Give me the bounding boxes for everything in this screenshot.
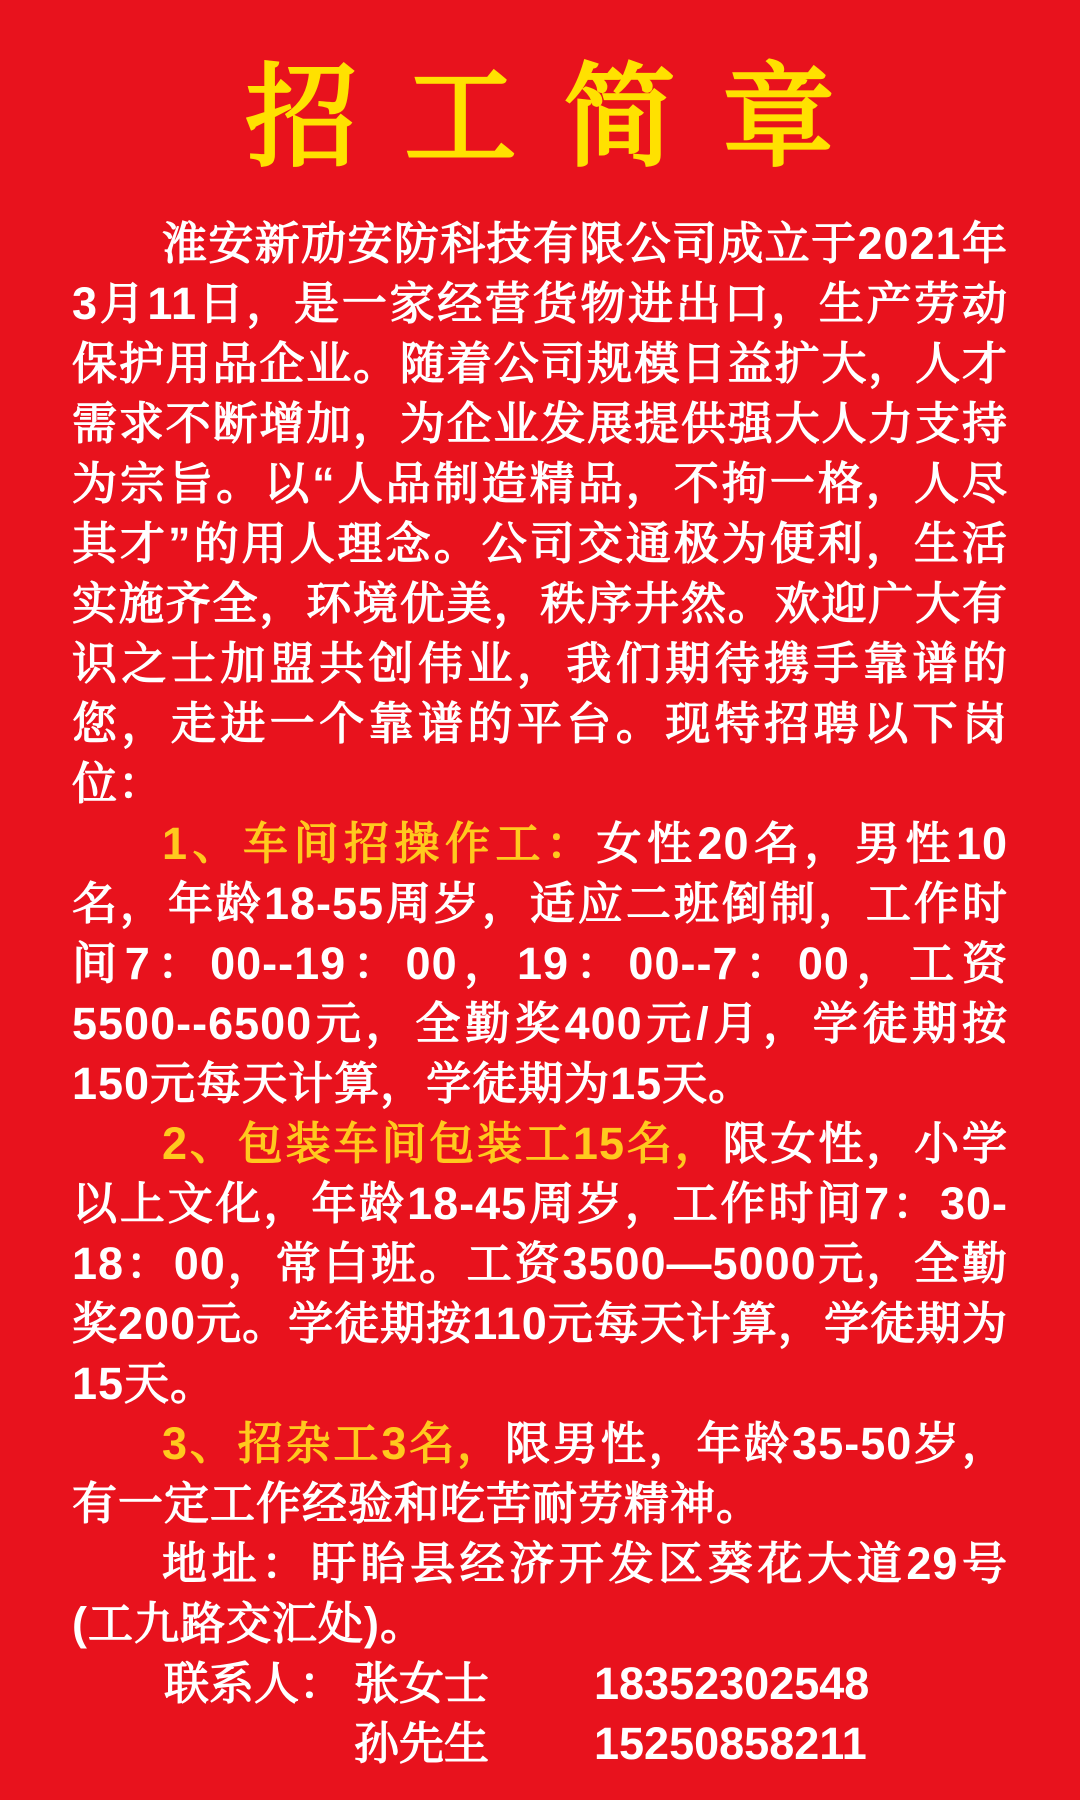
job-1-details: 女性20名，男性10名，年龄18-55周岁，适应二班倒制，工作时间7：00--19：00，19：00--7：00，工资5500--6500元，全勤奖400元/月，学徒期按150元每天计算，学徒期为15天。 <box>72 818 1008 1109</box>
job-3-details: 限男性，年龄35-50岁，有一定工作经验和吃苦耐劳精神。 <box>72 1418 1008 1529</box>
intro-paragraph: 淮安新劢安防科技有限公司成立于2021年3月11日，是一家经营货物进出口，生产劳动保护用品企业。随着公司规模日益扩大，人才需求不断增加，为企业发展提供强大人力支持为宗旨。以“人品制造精品，不拘一格，人尽其才”的用人理念。公司交通极为便利，生活实施齐全，环境优美，秩序井然。欢迎广大有识之士加盟共创伟业，我们期待携手靠谱的您，走进一个靠谱的平台。现特招聘以下岗位： <box>72 218 1008 809</box>
contact-1-phone: 18352302548 <box>594 1658 870 1709</box>
contact-1-name: 张女士 <box>354 1658 490 1709</box>
contact-label: 联系人： <box>164 1658 345 1709</box>
job-2-details: 限女性，小学以上文化，年龄18-45周岁，工作时间7：30-18：00，常白班。工资3500—5000元，全勤奖200元。学徒期按110元每天计算，学徒期为15天。 <box>72 1118 1008 1409</box>
job-item-3 <box>72 1414 1008 1534</box>
job-3-heading: 3、招杂工3名， <box>162 1418 505 1469</box>
contact-2-name: 孙先生 <box>354 1718 490 1769</box>
contact-2-phone: 15250858211 <box>594 1718 867 1769</box>
job-1-heading: 1、车间招操作工： <box>162 818 597 869</box>
poster-title: 招工简章 <box>245 55 882 180</box>
address-paragraph: 地址：盱眙县经济开发区葵花大道29号(工九路交汇处)。 <box>72 1538 1008 1649</box>
contact-row-1 <box>72 1654 1008 1714</box>
job-item-2 <box>72 1114 1008 1414</box>
job-2-heading: 2、包装车间包装工15名， <box>162 1118 723 1169</box>
contact-row-2 <box>72 1714 1008 1774</box>
job-item-1 <box>72 814 1008 1114</box>
